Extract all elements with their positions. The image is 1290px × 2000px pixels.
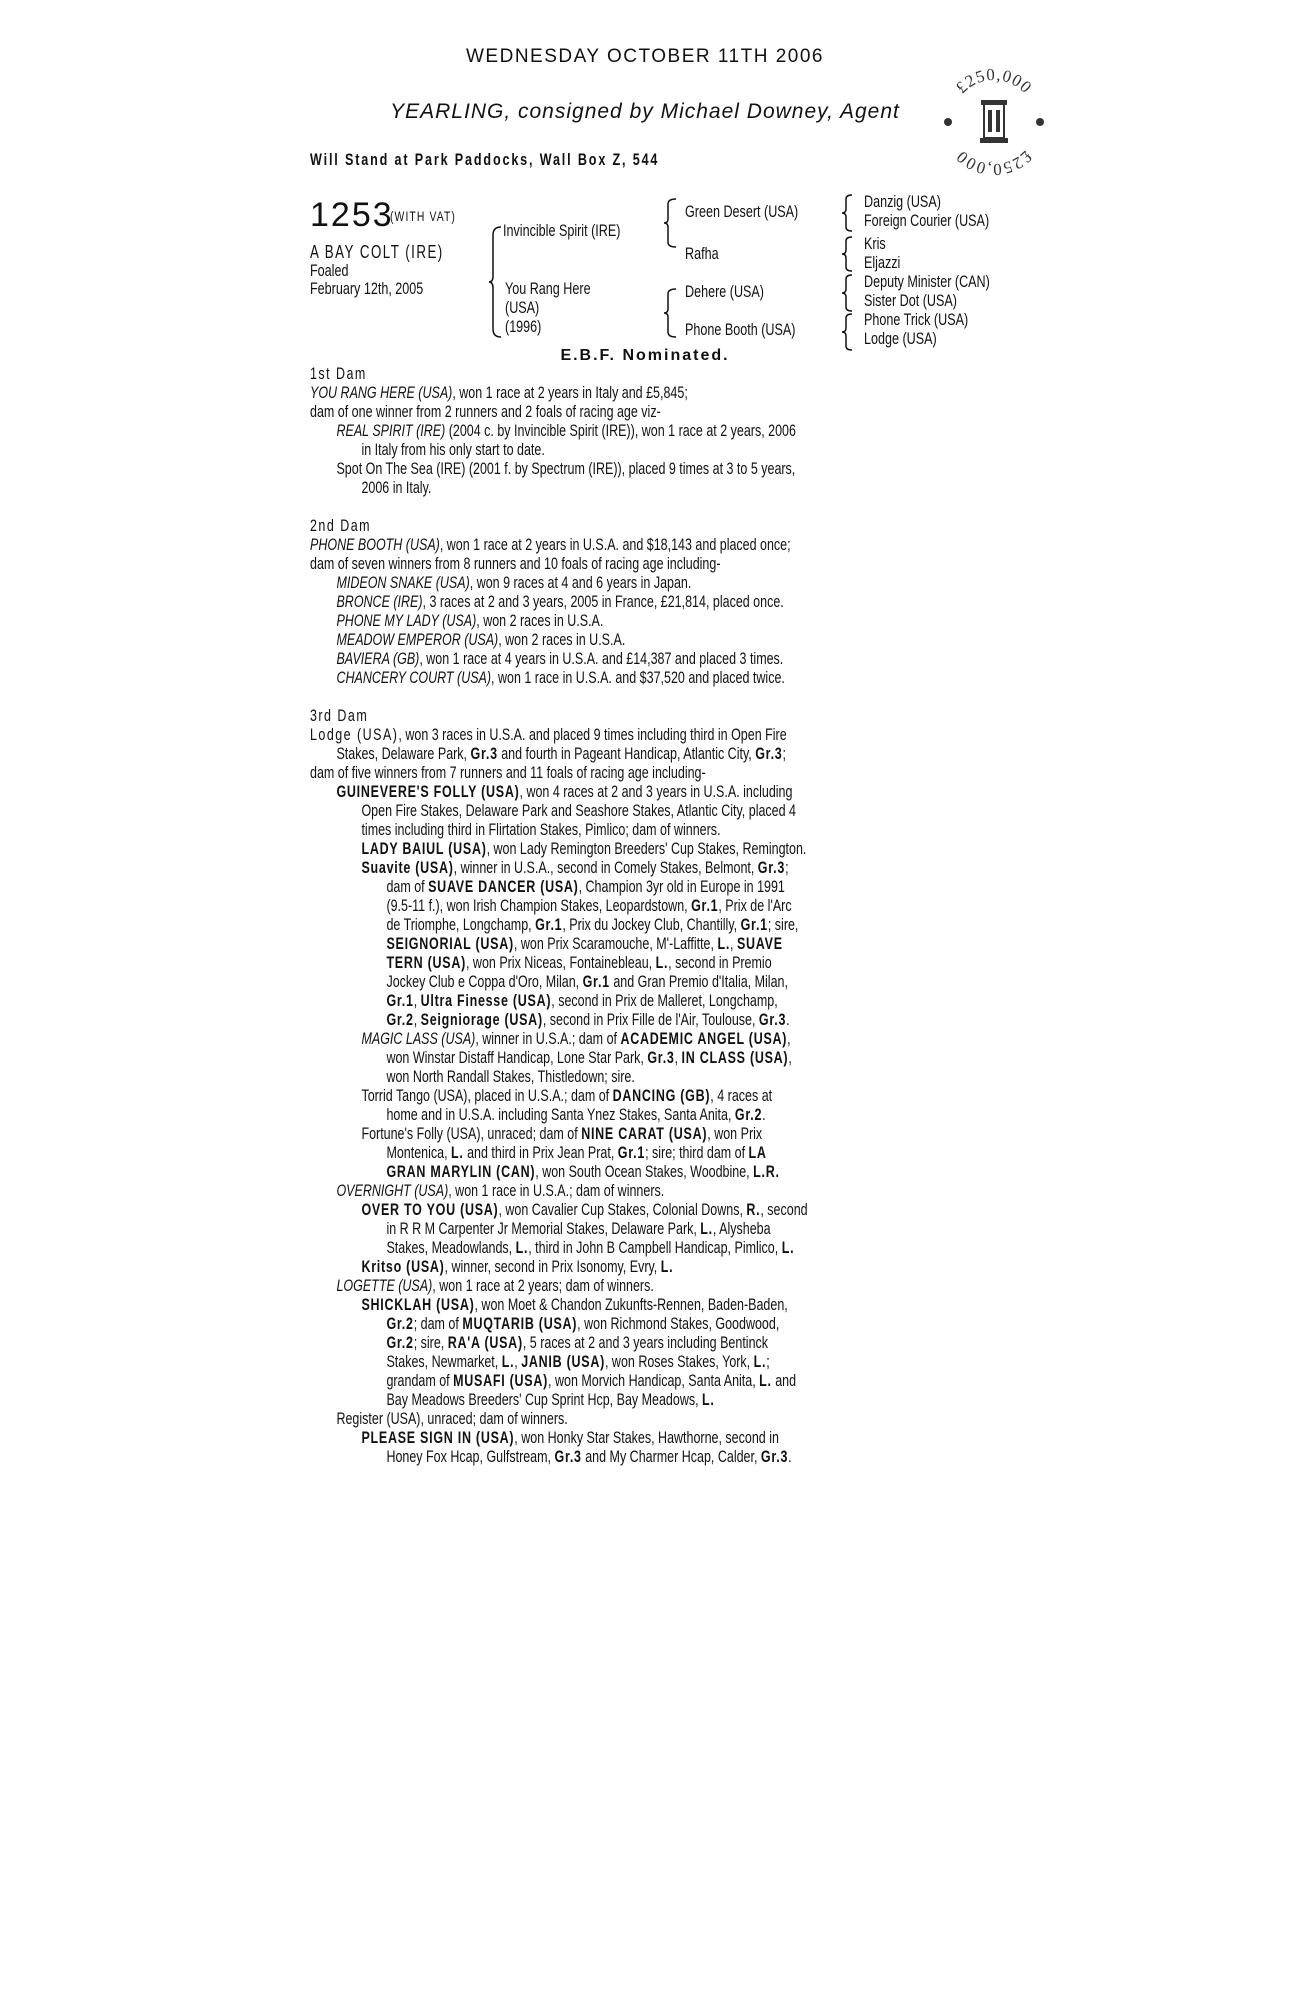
record-line [310, 839, 1060, 858]
record-line [310, 915, 1060, 934]
bold-text: GRAN MARYLIN (CAN) [386, 1162, 536, 1181]
record-text: , 3 races at 2 and 3 years, 2005 in France, £21,814, placed once. [422, 592, 784, 611]
sire-bracket-icon [663, 198, 677, 248]
bold-text: Gr.2 [734, 1105, 763, 1124]
green-desert-bracket-icon [841, 194, 853, 232]
record-text: grandam of [386, 1371, 454, 1390]
record-line [310, 1010, 1060, 1029]
record-text: ; sire; third dam of [645, 1143, 749, 1162]
foaled-date: February 12th, 2005 [310, 279, 424, 298]
record-text: , winner in U.S.A.; dam of [475, 1029, 621, 1048]
horse-name-italic: REAL SPIRIT (IRE) [336, 421, 446, 440]
record-line [310, 1200, 1060, 1219]
bold-text: Gr.3 [554, 1447, 582, 1466]
record-text: ; dam of [413, 1314, 463, 1333]
record-text: times including third in Flirtation Stakes, Pimlico; dam of winners. [361, 820, 721, 839]
record-text: , third in John B Campbell Handicap, Pimlico, [528, 1238, 782, 1257]
record-line [310, 516, 1060, 535]
record-line [310, 383, 1060, 402]
record-line [310, 478, 1060, 497]
record-line [310, 706, 1060, 725]
bold-text: SUAVE DANCER (USA) [428, 877, 579, 896]
bold-text: L. [655, 953, 669, 972]
record-line [310, 592, 1060, 611]
record-line [310, 744, 1060, 763]
dam-dam-name: Phone Booth (USA) [685, 320, 796, 339]
bold-text: Gr.3 [755, 744, 783, 763]
record-text: , won Lady Remington Breeders' Cup Stakes, Remington. [486, 839, 807, 858]
record-text: (2004 c. by Invincible Spirit (IRE)), won 1 race at 2 years, 2006 [445, 421, 796, 440]
record-line [310, 611, 1060, 630]
record-text: , won 9 races at 4 and 6 years in Japan. [469, 573, 692, 592]
horse-name-italic: PHONE BOOTH (USA) [310, 535, 440, 554]
bold-text: L. [717, 934, 731, 953]
bold-text: IN CLASS (USA) [681, 1048, 789, 1067]
lot-number: 1253 [310, 196, 394, 234]
record-text: , second [760, 1200, 808, 1219]
record-line [310, 1447, 1060, 1466]
record-text: (9.5-11 f.), won Irish Champion Stakes, Leopardstown, [386, 896, 692, 915]
bold-text: Gr.1 [386, 991, 414, 1010]
dam-sire-name: Dehere (USA) [685, 282, 765, 301]
section-heading: Lodge (USA) [310, 725, 399, 744]
record-text: Stakes, Delaware Park, [336, 744, 471, 763]
record-line [310, 820, 1060, 839]
record-text: and third in Prix Jean Prat, [463, 1143, 618, 1162]
bold-text: L. [702, 1390, 715, 1409]
record-line [310, 1295, 1060, 1314]
record-text: , second in Prix Fille de l'Air, Toulouse, [542, 1010, 759, 1029]
record-text: , won 1 race at 2 years in U.S.A. and $18,143 and placed once; [439, 535, 791, 554]
record-line [310, 1219, 1060, 1238]
bold-text: SHICKLAH (USA) [361, 1295, 475, 1314]
record-text: ; sire, [767, 915, 799, 934]
record-text: , won 1 race at 2 years; dam of winners. [432, 1276, 654, 1295]
consignment-line: YEARLING, consigned by Michael Downey, Agent [390, 100, 900, 123]
record-line [310, 1162, 1060, 1181]
horse-name-italic: BRONCE (IRE) [336, 592, 423, 611]
record-text: de Triomphe, Longchamp, [386, 915, 536, 934]
record-text: Fortune's Folly (USA), unraced; dam of [361, 1124, 582, 1143]
bold-text: Gr.3 [757, 858, 786, 877]
record-text: , 4 races at [710, 1086, 773, 1105]
record-text: , won Roses Stakes, York, [604, 1352, 754, 1371]
ggs-phone-trick: Phone Trick (USA) [864, 310, 969, 329]
bold-text: TERN (USA) [386, 953, 466, 972]
record-text: ; [785, 858, 789, 877]
record-text: , won Prix Niceas, Fontainebleau, [465, 953, 656, 972]
record-text: , won Richmond Stakes, Goodwood, [577, 1314, 780, 1333]
ggs-sister-dot: Sister Dot (USA) [864, 291, 957, 310]
record-text: ; [782, 744, 786, 763]
dam-name-line2: (USA) [505, 298, 540, 317]
bold-text: MUQTARIB (USA) [462, 1314, 578, 1333]
record-line [310, 1428, 1060, 1447]
record-line [310, 1333, 1060, 1352]
record-line [310, 535, 1060, 554]
record-text: , won 1 race at 4 years in U.S.A. and £14,387 and placed 3 times. [419, 649, 784, 668]
record-text: , won 3 races in U.S.A. and placed 9 times including third in Open Fire [398, 725, 787, 744]
record-text: and My Charmer Hcap, Calder, [581, 1447, 761, 1466]
bold-text: LA [748, 1143, 767, 1162]
record-text: , Prix de l'Arc [718, 896, 792, 915]
bold-text: Gr.1 [582, 972, 610, 991]
ggs-foreign-courier: Foreign Courier (USA) [864, 211, 990, 230]
record-text: , won Prix [707, 1124, 763, 1143]
sale-date: WEDNESDAY OCTOBER 11TH 2006 [466, 46, 824, 67]
horse-name-italic: PHONE MY LADY (USA) [336, 611, 477, 630]
dam-name-line3: (1996) [505, 317, 542, 336]
record-text: dam of [386, 877, 429, 896]
bold-text: Kritso (USA) [361, 1257, 445, 1276]
record-line [310, 953, 1060, 972]
horse-name-italic: CHANCERY COURT (USA) [336, 668, 492, 687]
horse-name-italic: OVERNIGHT (USA) [336, 1181, 449, 1200]
bold-text: R. [746, 1200, 761, 1219]
record-text: Stakes, Meadowlands, [386, 1238, 516, 1257]
ggs-kris: Kris [864, 234, 886, 253]
record-text: , won Moet & Chandon Zukunfts-Rennen, Baden-Baden, [474, 1295, 788, 1314]
dam-sire-bracket-icon [488, 226, 502, 338]
record-line [310, 402, 1060, 421]
bold-text: L. [759, 1371, 772, 1390]
record-line [310, 896, 1060, 915]
record-text: , won Prix Scaramouche, M'-Laffitte, [513, 934, 718, 953]
bold-text: Seigniorage (USA) [420, 1010, 543, 1029]
bold-text: SUAVE [736, 934, 783, 953]
seal-text-bottom: £250,000 [951, 146, 1037, 178]
record-text: Stakes, Newmarket, [386, 1352, 502, 1371]
record-text: Montenica, [386, 1143, 452, 1162]
horse-name-italic: YOU RANG HERE (USA) [310, 383, 453, 402]
bold-text: Gr.3 [647, 1048, 675, 1067]
bold-text: Gr.3 [760, 1447, 789, 1466]
horse-name-italic: MEADOW EMPEROR (USA) [336, 630, 499, 649]
record-line [310, 1029, 1060, 1048]
record-text: won Winstar Distaff Handicap, Lone Star Park, [386, 1048, 648, 1067]
svg-text:£250,000 [952, 147, 1036, 178]
record-line [310, 1105, 1060, 1124]
stand-location: Will Stand at Park Paddocks, Wall Box Z, 544 [310, 150, 660, 169]
record-line [310, 649, 1060, 668]
bold-text: ACADEMIC ANGEL (USA) [620, 1029, 788, 1048]
bold-text: Gr.1 [535, 915, 563, 934]
bold-text: L. [501, 1352, 515, 1371]
record-text: and Gran Premio d'Italia, Milan, [609, 972, 788, 991]
record-text: in R R M Carpenter Jr Memorial Stakes, Delaware Park, [386, 1219, 701, 1238]
record-line [310, 1276, 1060, 1295]
horse-name-italic: BAVIERA (GB) [336, 649, 420, 668]
record-text: , second in Prix de Malleret, Longchamp, [551, 991, 778, 1010]
record-line [310, 554, 1060, 573]
record-line [310, 1390, 1060, 1409]
record-text: , won 4 races at 2 and 3 years in U.S.A. including [519, 782, 793, 801]
record-text: , Champion 3yr old in Europe in 1991 [578, 877, 785, 896]
bold-text: OVER TO YOU (USA) [361, 1200, 499, 1219]
record-text: , won 1 race at 2 years in Italy and £5,845; [452, 383, 688, 402]
section-heading: 1st Dam [310, 364, 367, 383]
record-text: Jockey Club e Coppa d'Oro, Milan, [386, 972, 583, 991]
record-line [310, 1314, 1060, 1333]
record-line [310, 1352, 1060, 1371]
record-text: , won Honky Star Stakes, Hawthorne, second in [514, 1428, 779, 1447]
record-line [310, 1181, 1060, 1200]
bold-text: L.R. [753, 1162, 780, 1181]
record-text: , [788, 1048, 792, 1067]
bold-text: Gr.1 [740, 915, 768, 934]
record-line [310, 1048, 1060, 1067]
record-text: . [788, 1447, 792, 1466]
record-text: , [787, 1029, 791, 1048]
record-text: , won South Ocean Stakes, Woodbine, [535, 1162, 754, 1181]
record-line [310, 858, 1060, 877]
record-text: Register (USA), unraced; dam of winners. [336, 1409, 568, 1428]
section-gap [310, 687, 1060, 706]
bold-text: Gr.1 [617, 1143, 646, 1162]
foaled-label: Foaled [310, 261, 349, 280]
bold-text: MUSAFI (USA) [453, 1371, 549, 1390]
bold-text: Gr.3 [470, 744, 498, 763]
ggs-danzig: Danzig (USA) [864, 192, 941, 211]
ebf-nomination: E.B.F. Nominated. [560, 347, 730, 364]
bold-text: GUINEVERE'S FOLLY (USA) [336, 782, 520, 801]
dehere-bracket-icon [841, 274, 853, 312]
record-line [310, 1067, 1060, 1086]
record-line [310, 782, 1060, 801]
record-line [310, 421, 1060, 440]
vat-note: (WITH VAT) [390, 208, 456, 224]
record-text: Torrid Tango (USA), placed in U.S.A.; dam of [361, 1086, 613, 1105]
record-line [310, 972, 1060, 991]
record-text: won North Randall Stakes, Thistledown; sire. [386, 1067, 635, 1086]
record-line [310, 725, 1060, 744]
phone-booth-bracket-icon [841, 313, 853, 351]
record-text: , [674, 1048, 682, 1067]
bold-text: L. [753, 1352, 767, 1371]
ggs-lodge: Lodge (USA) [864, 329, 937, 348]
record-line [310, 1086, 1060, 1105]
record-line [310, 440, 1060, 459]
record-line [310, 991, 1060, 1010]
record-line [310, 877, 1060, 896]
bold-text: Gr.2 [386, 1314, 414, 1333]
bold-text: Gr.2 [386, 1333, 414, 1352]
svg-text:£250,000 [952, 66, 1036, 97]
record-text: , [514, 1352, 522, 1371]
ggs-deputy-minister: Deputy Minister (CAN) [864, 272, 990, 291]
record-text: Honey Fox Hcap, Gulfstream, [386, 1447, 555, 1466]
record-text: and fourth in Pageant Handicap, Atlantic City, [497, 744, 756, 763]
record-text: ; [766, 1352, 770, 1371]
dam-bracket-icon [663, 288, 677, 338]
section-heading: 3rd Dam [310, 706, 369, 725]
bold-text: DANCING (GB) [612, 1086, 711, 1105]
record-text: 2006 in Italy. [361, 478, 432, 497]
record-line [310, 1409, 1060, 1428]
record-text: , winner in U.S.A., second in Comely Stakes, Belmont, [453, 858, 758, 877]
record-text: Spot On The Sea (IRE) (2001 f. by Spectrum (IRE)), placed 9 times at 3 to 5 years, [336, 459, 796, 478]
bold-text: Gr.1 [691, 896, 719, 915]
bold-text: PLEASE SIGN IN (USA) [361, 1428, 515, 1447]
record-text: , won 1 race in U.S.A. and $37,520 and placed twice. [491, 668, 785, 687]
record-line [310, 668, 1060, 687]
sire-name: Invincible Spirit (IRE) [503, 221, 621, 240]
horse-name-italic: MAGIC LASS (USA) [361, 1029, 476, 1048]
record-line [310, 364, 1060, 383]
record-line [310, 1238, 1060, 1257]
record-text: , 5 races at 2 and 3 years including Bentinck [522, 1333, 769, 1352]
bold-text: L. [451, 1143, 464, 1162]
bold-text: Gr.2 [386, 1010, 414, 1029]
record-text: , won 2 races in U.S.A. [476, 611, 604, 630]
bold-text: NINE CARAT (USA) [581, 1124, 708, 1143]
record-text: , winner, second in Prix Isonomy, Evry, [444, 1257, 661, 1276]
section-gap [310, 497, 1060, 516]
bold-text: RA'A (USA) [447, 1333, 523, 1352]
record-line [310, 934, 1060, 953]
record-text: , Alysheba [712, 1219, 771, 1238]
record-line [310, 1143, 1060, 1162]
ggs-eljazzi: Eljazzi [864, 253, 901, 272]
record-text: , [413, 1010, 421, 1029]
price-seal-icon [938, 66, 1050, 178]
dam-name-line1: You Rang Here [505, 279, 591, 298]
record-line [310, 801, 1060, 820]
section-heading: 2nd Dam [310, 516, 371, 535]
sire-sire-name: Green Desert (USA) [685, 202, 799, 221]
record-text: dam of one winner from 2 runners and 2 foals of racing age viz- [310, 402, 661, 421]
record-text: , won 2 races in U.S.A. [498, 630, 626, 649]
record-text: , [730, 934, 737, 953]
lot-description: A BAY COLT (IRE) [310, 242, 444, 262]
record-text: , won Morvich Handicap, Santa Anita, [548, 1371, 760, 1390]
bold-text: L. [700, 1219, 713, 1238]
record-line [310, 459, 1060, 478]
record-text: ; sire, [413, 1333, 448, 1352]
record-text: , won Cavalier Cup Stakes, Colonial Downs, [498, 1200, 747, 1219]
record-text: in Italy from his only start to date. [361, 440, 545, 459]
record-line [310, 763, 1060, 782]
record-text: Open Fire Stakes, Delaware Park and Seashore Stakes, Atlantic City, placed 4 [361, 801, 796, 820]
bold-text: LADY BAIUL (USA) [361, 839, 487, 858]
bold-text: L. [660, 1257, 674, 1276]
record-line [310, 1257, 1060, 1276]
bold-text: L. [515, 1238, 529, 1257]
record-text: Bay Meadows Breeders' Cup Sprint Hcp, Bay Meadows, [386, 1390, 703, 1409]
horse-name-italic: MIDEON SNAKE (USA) [336, 573, 470, 592]
record-text: . [762, 1105, 766, 1124]
record-line [310, 630, 1060, 649]
record-line [310, 1371, 1060, 1390]
sire-dam-name: Rafha [685, 244, 719, 263]
bold-text: Ultra Finesse (USA) [420, 991, 552, 1010]
record-line [310, 1124, 1060, 1143]
record-text: . [786, 1010, 790, 1029]
bold-text: Gr.3 [758, 1010, 787, 1029]
rafha-bracket-icon [841, 236, 853, 272]
bold-text: SEIGNORIAL (USA) [386, 934, 514, 953]
bold-text: Suavite (USA) [361, 858, 454, 877]
record-text: home and in U.S.A. including Santa Ynez Stakes, Santa Anita, [386, 1105, 735, 1124]
bold-text: L. [781, 1238, 795, 1257]
record-text: , Prix du Jockey Club, Chantilly, [562, 915, 741, 934]
horse-name-italic: LOGETTE (USA) [336, 1276, 433, 1295]
produce-record [310, 364, 1060, 1466]
record-text: dam of five winners from 7 runners and 11 foals of racing age including- [310, 763, 706, 782]
record-line [310, 573, 1060, 592]
record-text: , [413, 991, 421, 1010]
record-text: dam of seven winners from 8 runners and 10 foals of racing age including- [310, 554, 721, 573]
bold-text: JANIB (USA) [521, 1352, 605, 1371]
record-text: , won 1 race in U.S.A.; dam of winners. [448, 1181, 665, 1200]
record-text: , second in Premio [668, 953, 772, 972]
record-text: and [771, 1371, 797, 1390]
seal-text-top: £250,000 [951, 66, 1037, 98]
